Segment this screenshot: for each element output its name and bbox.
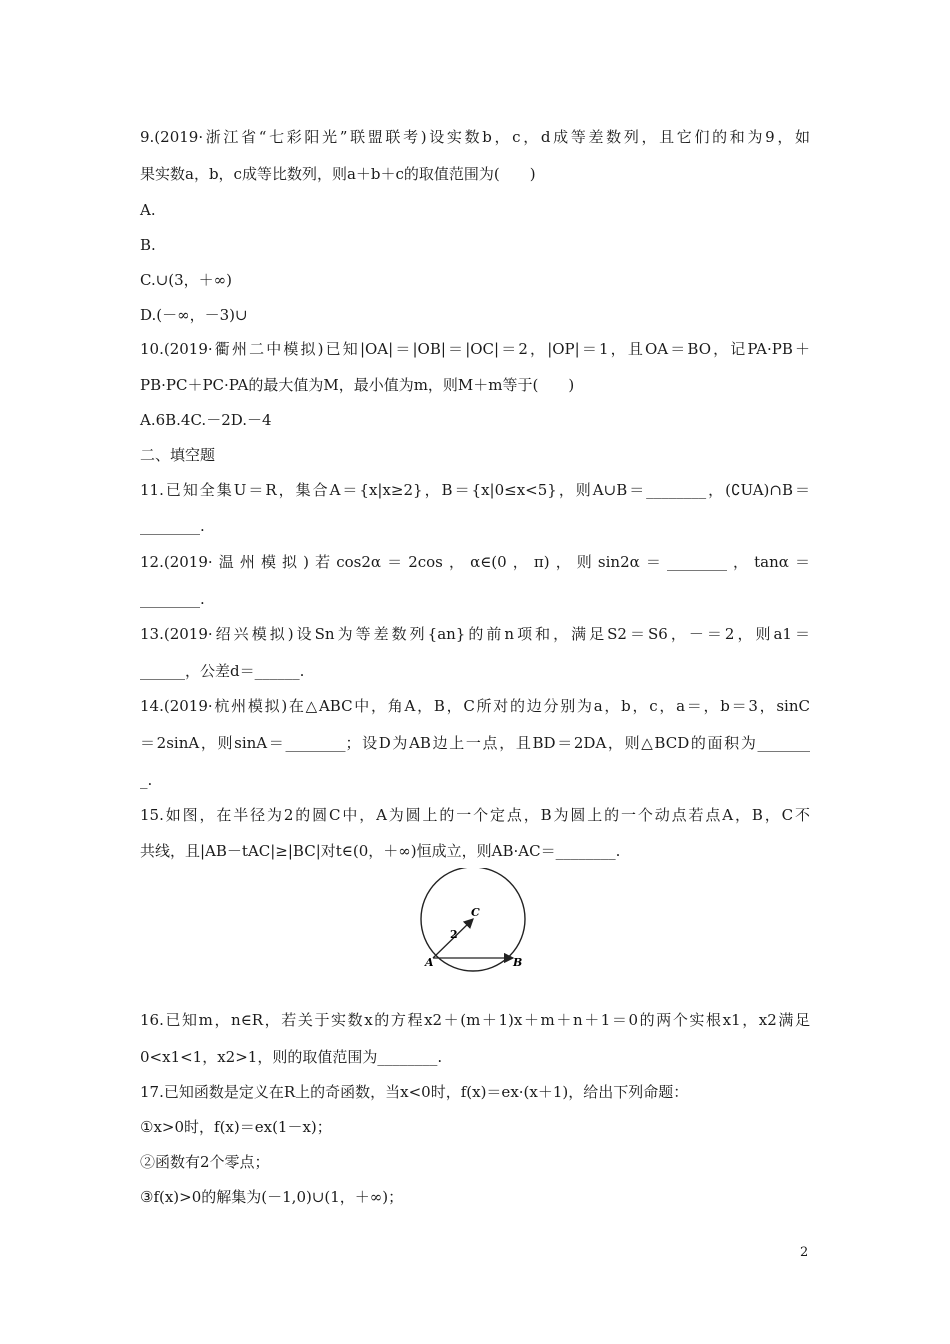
- q14-line-1: 14.(2019·杭州模拟)在△ABC中，角A，B，C所对的边分别为a，b，c，a＝，b＝3，sinC: [140, 697, 810, 715]
- page-number: 2: [800, 1245, 809, 1260]
- q9-line-2: 果实数a，b，c成等比数列，则a＋b＋c的取值范围为( ): [140, 165, 536, 183]
- q13-line-2: ______，公差d＝______.: [140, 662, 305, 680]
- label-a: A: [425, 956, 434, 969]
- q10-line-2: PB·PC＋PC·PA的最大值为M，最小值为m，则M＋m等于( ): [140, 376, 575, 394]
- q17-line-1: 17.已知函数是定义在R上的奇函数，当x<0时，f(x)＝ex·(x＋1)，给出下列命题：: [140, 1083, 689, 1101]
- q13-line-1: 13.(2019·绍兴模拟)设Sn为等差数列{an}的前n项和，满足S2＝S6，－＝2，则a1＝: [140, 625, 810, 643]
- q17-item-2: ②函数有2个零点；: [140, 1153, 270, 1171]
- q15-line-2: 共线，且|AB－tAC|≥|BC|对t∈(0，＋∞)恒成立，则AB·AC＝________.: [140, 842, 621, 860]
- label-c: C: [471, 906, 480, 919]
- q11-line-2: ________.: [140, 517, 205, 535]
- q9-option-a: A.: [140, 201, 156, 219]
- q16-line-2: 0<x1<1，x2>1，则的取值范围为________.: [140, 1048, 443, 1066]
- label-radius: 2: [450, 928, 458, 941]
- q16-line-1: 16.已知m，n∈R，若关于实数x的方程x2＋(m＋1)x＋m＋n＋1＝0的两个实根x1，x2满足: [140, 1011, 810, 1029]
- q10-options: A.6B.4C.－2D.－4: [140, 411, 272, 429]
- q9-option-b: B.: [140, 236, 156, 254]
- q12-line-1: 12.(2019·温州模拟)若cos2α＝2cos，α∈(0，π)，则sin2α＝________，tanα＝: [140, 553, 810, 571]
- circle-figure: [408, 868, 538, 976]
- q9-line-1: 9.(2019·浙江省“七彩阳光”联盟联考)设实数b，c，d成等差数列，且它们的和为9，如: [140, 128, 810, 146]
- q15-line-1: 15.如图，在半径为2的圆C中，A为圆上的一个定点，B为圆上的一个动点若点A，B，C不: [140, 806, 810, 824]
- q12-line-2: ________.: [140, 590, 205, 608]
- q10-line-1: 10.(2019·衢州二中模拟)已知|OA|＝|OB|＝|OC|＝2，|OP|＝1，且OA＝BO，记PA·PB＋: [140, 340, 810, 358]
- q11-line-1: 11.已知全集U＝R，集合A＝{x|x≥2}，B＝{x|0≤x<5}，则A∪B＝________，(∁UA)∩B＝: [140, 481, 810, 499]
- label-b: B: [513, 956, 523, 969]
- q9-option-d: D.(－∞，－3)∪: [140, 306, 248, 324]
- q17-item-3: ③f(x)>0的解集为(－1,0)∪(1，＋∞)；: [140, 1188, 404, 1206]
- q9-option-c: C.∪(3，＋∞): [140, 271, 233, 289]
- q14-line-2: ＝2sinA，则sinA＝________；设D为AB边上一点，且BD＝2DA，则△BCD的面积为_______: [140, 734, 810, 752]
- section-heading: 二、填空题: [140, 446, 216, 464]
- q14-line-3: _.: [140, 771, 153, 789]
- q17-item-1: ①x>0时，f(x)＝ex(1－x)；: [140, 1118, 332, 1136]
